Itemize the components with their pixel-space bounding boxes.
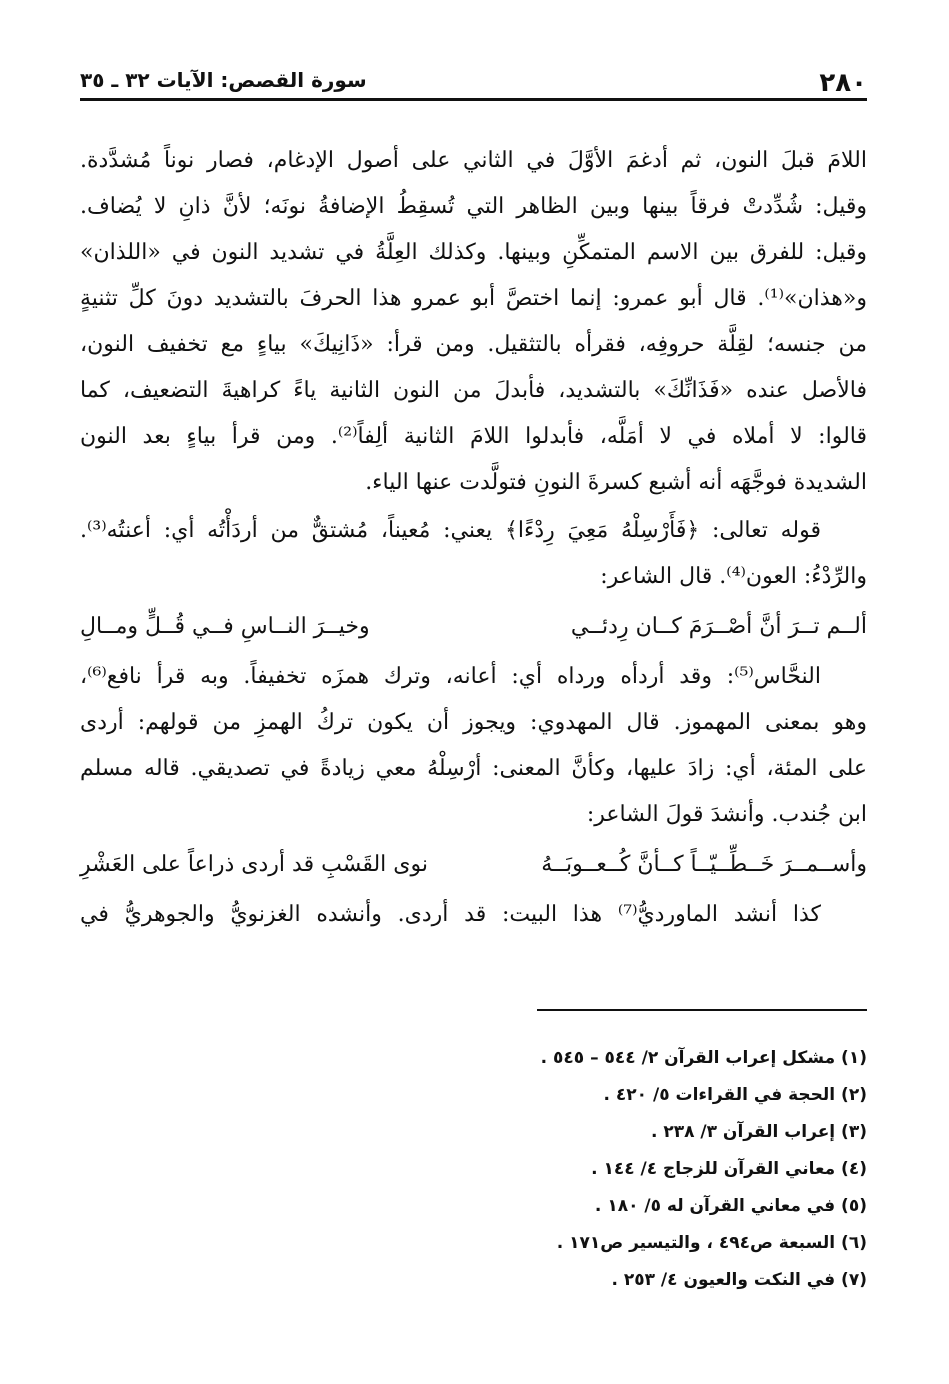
poem-second-hemistich: نوى القَسْبِ قد أردى ذراعاً على العَشْرِ <box>80 852 428 877</box>
footnote: (٥) في معاني القرآن له ٥/ ١٨٠ . <box>594 1196 867 1216</box>
text-line: على المئة، أي: زادَ عليها، وكأنَّ المعنى: أرْسِلْهُ معي زيادةً في تصديقي. قاله مسلم <box>80 756 867 781</box>
text-line: من جنسه؛ لقِلَّة حروفِه، فقرأه بالتثقيل. ومن قرأ: «ذَانِيكَ» بياءٍ مع تخفيف النون، <box>80 332 867 357</box>
text-line: النحَّاس⁽⁵⁾: وقد أردأه ورداه أي: أعانه، وترك همزَه تخفيفاً. وبه قرأ نافع⁽⁶⁾، <box>80 664 821 689</box>
text-line: قالوا: لا أملاه في لا أمَلَّه، فأبدلوا اللامَ الثانية ألِفاً⁽²⁾. ومن قرأ بياءٍ بعد النون <box>80 424 867 449</box>
text-line: وهو بمعنى المهموز. قال المهدوي: ويجوز أن يكون تركُ الهمزِ من قولهم: أردى <box>80 710 867 735</box>
footnote: (٣) إعراب القرآن ٣/ ٢٣٨ . <box>650 1122 867 1142</box>
poem-first-hemistich: وأســمــرَ خَــطِّــيّــاً كــأنَّ كُــعــوبَــهُ <box>541 852 867 877</box>
text-line: والرِّدْءُ: العون⁽⁴⁾. قال الشاعر: <box>600 564 867 589</box>
text-line: قوله تعالى: ﴿فَأَرْسِلْهُ مَعِيَ رِدْءًا﴾ يعني: مُعيناً، مُشتقٌّ من أردَأْتُه أي: أعنتُه⁽³⁾. <box>80 518 821 543</box>
text-line: الشديدة فوجَّهَه أنه أشبع كسرةَ النونِ فتولَّدت عنها الياء. <box>365 470 867 495</box>
poem-first-hemistich: ألــم تــرَ أنَّ أصْــرَمَ كــان رِدئــي <box>570 614 867 639</box>
body-text <box>80 138 867 938</box>
poem-second-hemistich: وخيــرَ النــاسِ فــي قُــلٍّ ومــالِ <box>80 614 370 639</box>
text-line: وقيل: للفرق بين الاسم المتمكِّنِ وبينها. وكذلك العِلَّةُ في تشديد النون في «اللذان» <box>80 240 867 265</box>
text-line: فالأصل عنده «فَذَانِّكَ» بالتشديد، فأبدلَ من النون الثانية ياءً كراهيةَ التضعيف، كما <box>80 378 867 403</box>
running-title: سورة القصص: الآيات ٣٢ ـ ٣٥ <box>80 68 367 92</box>
footnotes <box>200 1040 867 1299</box>
footnote: (١) مشكل إعراب القرآن ٢/ ٥٤٤ – ٥٤٥ . <box>540 1048 867 1068</box>
poem-verse <box>80 838 867 892</box>
footnote: (٧) في النكت والعيون ٤/ ٢٥٣ . <box>611 1270 867 1290</box>
page-number: ٢٨٠ <box>819 68 867 98</box>
footnote: (٢) الحجة في القراءات ٥/ ٤٢٠ . <box>603 1085 867 1105</box>
page-header <box>80 62 867 101</box>
footnote-divider <box>537 1009 867 1011</box>
footnote: (٦) السبعة ص٤٩٤ ، والتيسير ص١٧١ . <box>556 1233 867 1253</box>
text-line: ابن جُندب. وأنشدَ قولَ الشاعر: <box>586 802 867 827</box>
text-line: اللامَ قبلَ النون، ثم أدغمَ الأوَّلَ في الثاني على أصول الإدغام، فصار نوناً مُشدَّدة. <box>80 148 867 173</box>
text-line: كذا أنشد الماورديُّ⁽⁷⁾ هذا البيت: قد أردى. وأنشده الغزنويُّ والجوهريُّ في <box>80 902 822 927</box>
text-line: وقيل: شُدِّدتْ فرقاً بينها وبين الظاهر التي تُسقِطُ الإضافةُ نونَه؛ لأنَّ ذانِ لا يُضاف. <box>80 194 867 219</box>
poem-verse <box>80 600 867 654</box>
footnote: (٤) معاني القرآن للزجاج ٤/ ١٤٤ . <box>591 1159 867 1179</box>
text-line: و«هذان»⁽¹⁾. قال أبو عمرو: إنما اختصَّ أبو عمرو هذا الحرفَ بالتشديد دونَ كلِّ تثنيةٍ <box>80 286 867 311</box>
